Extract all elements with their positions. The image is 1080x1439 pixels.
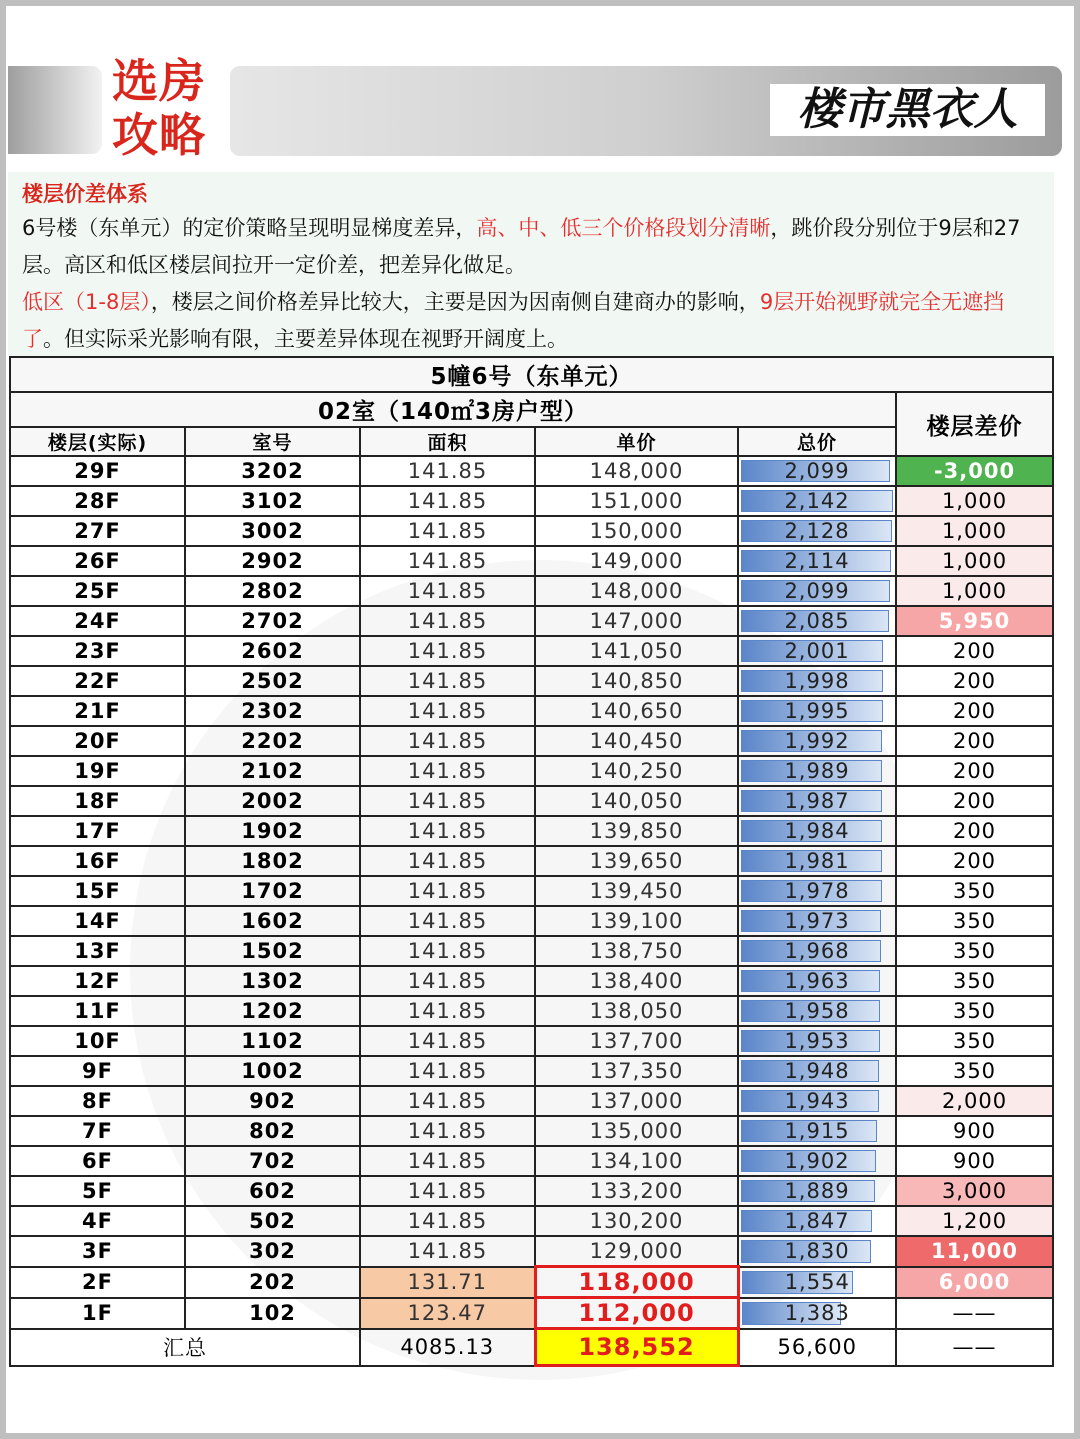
cell-floor: 16F	[10, 846, 185, 876]
cell-unit-price: 148,000	[535, 576, 738, 606]
cell-room: 2102	[185, 756, 360, 786]
cell-floor: 13F	[10, 936, 185, 966]
cell-total	[738, 456, 896, 486]
cell-floor-diff: 1,000	[896, 576, 1053, 606]
cell-total	[738, 1206, 896, 1236]
cell-floor: 9F	[10, 1056, 185, 1086]
total-value: 1,978	[784, 879, 850, 903]
cell-area: 141.85	[360, 906, 535, 936]
cell-floor-diff: 2,000	[896, 1086, 1053, 1116]
cell-unit-price: 139,850	[535, 816, 738, 846]
cell-area: 141.85	[360, 936, 535, 966]
col-header-area: 面积	[360, 427, 535, 456]
cell-unit-price: 137,000	[535, 1086, 738, 1116]
cell-room: 2702	[185, 606, 360, 636]
cell-floor: 25F	[10, 576, 185, 606]
cell-total	[738, 486, 896, 516]
cell-floor: 1F	[10, 1298, 185, 1329]
cell-unit-price: 140,650	[535, 696, 738, 726]
table-row	[10, 1056, 1053, 1086]
cell-floor-diff: 200	[896, 726, 1053, 756]
intro-p1-a: 6号楼（东单元）的定价策略呈现明显梯度差异，	[22, 216, 477, 240]
cell-room: 1802	[185, 846, 360, 876]
cell-unit-price: 140,050	[535, 786, 738, 816]
total-value: 1,902	[784, 1149, 850, 1173]
summary-area: 4085.13	[360, 1329, 535, 1366]
cell-area: 141.85	[360, 756, 535, 786]
total-value: 1,998	[784, 669, 850, 693]
intro-p2-highlight-2: 9层开始视野就完全无遮挡了	[22, 290, 1005, 351]
cell-floor-diff: 350	[896, 876, 1053, 906]
cell-floor: 21F	[10, 696, 185, 726]
table-row	[10, 1267, 1053, 1298]
cell-unit-price: 135,000	[535, 1116, 738, 1146]
table-building-row	[10, 357, 1053, 392]
header-title	[112, 54, 222, 162]
cell-unit-price: 140,850	[535, 666, 738, 696]
table-row	[10, 966, 1053, 996]
cell-total	[738, 936, 896, 966]
cell-room: 1002	[185, 1056, 360, 1086]
cell-total	[738, 1086, 896, 1116]
cell-area: 141.85	[360, 1086, 535, 1116]
cell-floor-diff: 1,000	[896, 516, 1053, 546]
total-value: 1,984	[784, 819, 850, 843]
total-value: 1,830	[784, 1239, 850, 1264]
table-row	[10, 666, 1053, 696]
cell-area: 141.85	[360, 1026, 535, 1056]
cell-total	[738, 1298, 896, 1329]
cell-unit-price: 151,000	[535, 486, 738, 516]
table-row	[10, 726, 1053, 756]
header-title-line1: 选房	[112, 54, 206, 108]
intro-p2-b: 。但实际采光影响有限，主要差异体现在视野开阔度上。	[43, 327, 568, 351]
intro-paragraph-2	[22, 284, 1042, 358]
cell-area: 141.85	[360, 636, 535, 666]
cell-unit-price: 150,000	[535, 516, 738, 546]
cell-room: 2902	[185, 546, 360, 576]
cell-unit-price: 140,450	[535, 726, 738, 756]
cell-unit-price: 112,000	[535, 1298, 738, 1329]
cell-area: 141.85	[360, 786, 535, 816]
cell-area: 141.85	[360, 846, 535, 876]
cell-total	[738, 576, 896, 606]
cell-unit-price: 133,200	[535, 1176, 738, 1206]
cell-floor: 4F	[10, 1206, 185, 1236]
cell-floor-diff: 1,000	[896, 486, 1053, 516]
cell-total	[738, 906, 896, 936]
cell-unit-price: 138,400	[535, 966, 738, 996]
cell-floor-diff: 900	[896, 1146, 1053, 1176]
col-header-total: 总价	[738, 427, 896, 456]
cell-floor: 15F	[10, 876, 185, 906]
cell-area: 141.85	[360, 966, 535, 996]
table-row	[10, 756, 1053, 786]
intro-p2-a: ，楼层之间价格差异比较大，主要是因为因南侧自建商办的影响，	[150, 290, 760, 314]
cell-area: 141.85	[360, 546, 535, 576]
cell-floor: 28F	[10, 486, 185, 516]
diff-header: 楼层差价	[896, 392, 1053, 456]
cell-unit-price: 139,100	[535, 906, 738, 936]
cell-area: 141.85	[360, 1146, 535, 1176]
col-header-room: 室号	[185, 427, 360, 456]
cell-unit-price: 137,700	[535, 1026, 738, 1056]
table-row	[10, 486, 1053, 516]
cell-area: 141.85	[360, 876, 535, 906]
cell-floor: 8F	[10, 1086, 185, 1116]
cell-room: 3202	[185, 456, 360, 486]
cell-area: 141.85	[360, 1116, 535, 1146]
header-title-line2: 攻略	[112, 108, 206, 162]
cell-unit-price: 147,000	[535, 606, 738, 636]
cell-floor-diff: 200	[896, 756, 1053, 786]
cell-total	[738, 696, 896, 726]
intro-p1-highlight: 高、中、低三个价格段划分清晰	[476, 216, 771, 240]
cell-total	[738, 876, 896, 906]
cell-unit-price: 141,050	[535, 636, 738, 666]
cell-room: 1602	[185, 906, 360, 936]
table-row	[10, 936, 1053, 966]
cell-floor: 29F	[10, 456, 185, 486]
cell-floor: 24F	[10, 606, 185, 636]
cell-floor: 6F	[10, 1146, 185, 1176]
cell-floor: 17F	[10, 816, 185, 846]
table-row	[10, 1026, 1053, 1056]
cell-area: 141.85	[360, 576, 535, 606]
cell-floor-diff: 350	[896, 906, 1053, 936]
cell-room: 1502	[185, 936, 360, 966]
table-row	[10, 876, 1053, 906]
table-row	[10, 516, 1053, 546]
cell-unit-price: 138,750	[535, 936, 738, 966]
cell-room: 302	[185, 1236, 360, 1267]
cell-total	[738, 996, 896, 1026]
total-value: 1,915	[784, 1119, 850, 1143]
cell-floor-diff: 900	[896, 1116, 1053, 1146]
cell-unit-price: 129,000	[535, 1236, 738, 1267]
cell-floor: 7F	[10, 1116, 185, 1146]
table-row	[10, 906, 1053, 936]
cell-floor-diff: 3,000	[896, 1176, 1053, 1206]
cell-floor: 20F	[10, 726, 185, 756]
cell-total	[738, 636, 896, 666]
total-value: 1,963	[784, 969, 850, 993]
total-value: 1,948	[784, 1059, 850, 1083]
cell-unit-price: 148,000	[535, 456, 738, 486]
cell-room: 2602	[185, 636, 360, 666]
cell-total	[738, 1116, 896, 1146]
cell-area: 141.85	[360, 696, 535, 726]
total-value: 2,085	[784, 609, 850, 633]
cell-floor-diff: 350	[896, 936, 1053, 966]
table-row	[10, 576, 1053, 606]
total-value: 1,943	[784, 1089, 850, 1113]
table-row	[10, 1176, 1053, 1206]
cell-area: 141.85	[360, 996, 535, 1026]
cell-floor-diff: 200	[896, 786, 1053, 816]
cell-unit-price: 137,350	[535, 1056, 738, 1086]
cell-floor-diff: 5,950	[896, 606, 1053, 636]
table-row	[10, 456, 1053, 486]
cell-floor-diff: 6,000	[896, 1267, 1053, 1298]
cell-floor-diff: 200	[896, 666, 1053, 696]
cell-room: 2202	[185, 726, 360, 756]
table-row	[10, 816, 1053, 846]
total-value: 1,981	[784, 849, 850, 873]
cell-unit-price: 139,650	[535, 846, 738, 876]
cell-floor: 11F	[10, 996, 185, 1026]
price-table	[9, 356, 1054, 1367]
cell-unit-price: 138,050	[535, 996, 738, 1026]
cell-area: 141.85	[360, 816, 535, 846]
cell-room: 1702	[185, 876, 360, 906]
table-row	[10, 786, 1053, 816]
summary-diff: ——	[896, 1329, 1053, 1366]
cell-unit-price: 139,450	[535, 876, 738, 906]
cell-floor: 14F	[10, 906, 185, 936]
total-value: 2,114	[784, 549, 850, 573]
table-row	[10, 996, 1053, 1026]
cell-total	[738, 1176, 896, 1206]
table-row	[10, 1236, 1053, 1267]
table-summary-row	[10, 1329, 1053, 1366]
cell-floor: 12F	[10, 966, 185, 996]
cell-floor-diff: 350	[896, 1056, 1053, 1086]
brand-label: 楼市黑衣人	[770, 84, 1045, 136]
cell-floor: 2F	[10, 1267, 185, 1298]
cell-floor: 23F	[10, 636, 185, 666]
cell-area: 141.85	[360, 1176, 535, 1206]
total-value: 1,995	[784, 699, 850, 723]
cell-floor: 18F	[10, 786, 185, 816]
table-row	[10, 546, 1053, 576]
cell-room: 502	[185, 1206, 360, 1236]
cell-total	[738, 1267, 896, 1298]
cell-floor-diff: 11,000	[896, 1236, 1053, 1267]
col-header-floor: 楼层(实际)	[10, 427, 185, 456]
total-value: 1,973	[784, 909, 850, 933]
table-unit-row	[10, 392, 1053, 427]
cell-unit-price: 149,000	[535, 546, 738, 576]
total-value: 1,958	[784, 999, 850, 1023]
total-value: 1,554	[784, 1270, 850, 1294]
cell-floor-diff: 200	[896, 696, 1053, 726]
cell-room: 3002	[185, 516, 360, 546]
cell-area: 141.85	[360, 516, 535, 546]
cell-area: 131.71	[360, 1267, 535, 1298]
table-row	[10, 1298, 1053, 1329]
total-value: 1,968	[784, 939, 850, 963]
cell-area: 123.47	[360, 1298, 535, 1329]
cell-total	[738, 966, 896, 996]
cell-room: 1102	[185, 1026, 360, 1056]
cell-floor: 5F	[10, 1176, 185, 1206]
cell-area: 141.85	[360, 1056, 535, 1086]
table-row	[10, 696, 1053, 726]
table-row	[10, 606, 1053, 636]
intro-heading: 楼层价差体系	[22, 182, 148, 206]
cell-unit-price: 140,250	[535, 756, 738, 786]
cell-total	[738, 786, 896, 816]
cell-room: 802	[185, 1116, 360, 1146]
cell-unit-price: 118,000	[535, 1267, 738, 1298]
total-value: 1,889	[784, 1179, 850, 1203]
cell-floor-diff: ——	[896, 1298, 1053, 1329]
total-value: 2,128	[784, 519, 850, 543]
total-value: 2,099	[784, 579, 850, 603]
cell-floor-diff: 200	[896, 846, 1053, 876]
cell-room: 1202	[185, 996, 360, 1026]
cell-total	[738, 1236, 896, 1267]
total-value: 1,992	[784, 729, 850, 753]
table-row	[10, 1086, 1053, 1116]
cell-room: 202	[185, 1267, 360, 1298]
table-row	[10, 1206, 1053, 1236]
cell-unit-price: 130,200	[535, 1206, 738, 1236]
table-row	[10, 846, 1053, 876]
cell-total	[738, 756, 896, 786]
cell-floor-diff: 350	[896, 1026, 1053, 1056]
cell-room: 2502	[185, 666, 360, 696]
summary-total: 56,600	[738, 1329, 896, 1366]
cell-total	[738, 666, 896, 696]
total-value: 1,989	[784, 759, 850, 783]
cell-room: 2802	[185, 576, 360, 606]
table-row	[10, 1116, 1053, 1146]
total-value: 1,953	[784, 1029, 850, 1053]
cell-room: 902	[185, 1086, 360, 1116]
cell-floor-diff: 1,200	[896, 1206, 1053, 1236]
cell-floor: 10F	[10, 1026, 185, 1056]
cell-floor: 3F	[10, 1236, 185, 1267]
intro-paragraph-1	[22, 210, 1042, 284]
cell-total	[738, 816, 896, 846]
cell-area: 141.85	[360, 486, 535, 516]
cell-room: 1302	[185, 966, 360, 996]
cell-area: 141.85	[360, 666, 535, 696]
cell-room: 1902	[185, 816, 360, 846]
cell-area: 141.85	[360, 1236, 535, 1267]
table-row	[10, 1146, 1053, 1176]
intro-panel	[8, 172, 1054, 356]
cell-room: 2002	[185, 786, 360, 816]
cell-area: 141.85	[360, 726, 535, 756]
cell-total	[738, 1146, 896, 1176]
cell-floor-diff: 200	[896, 816, 1053, 846]
cell-floor-diff: 350	[896, 996, 1053, 1026]
cell-room: 2302	[185, 696, 360, 726]
total-value: 2,099	[784, 459, 850, 483]
intro-p2-highlight-1: 低区（1-8层）	[22, 290, 151, 314]
cell-floor-diff: 350	[896, 966, 1053, 996]
table-row	[10, 636, 1053, 666]
cell-floor-diff: 200	[896, 636, 1053, 666]
total-value: 1,847	[784, 1209, 850, 1233]
summary-label: 汇总	[10, 1329, 360, 1366]
cell-area: 141.85	[360, 1206, 535, 1236]
cell-floor: 22F	[10, 666, 185, 696]
summary-unit-price: 138,552	[535, 1329, 738, 1366]
cell-area: 141.85	[360, 456, 535, 486]
total-value: 2,142	[784, 489, 850, 513]
cell-room: 102	[185, 1298, 360, 1329]
cell-room: 602	[185, 1176, 360, 1206]
cell-room: 702	[185, 1146, 360, 1176]
cell-total	[738, 846, 896, 876]
total-value: 2,001	[784, 639, 850, 663]
cell-total	[738, 1056, 896, 1086]
cell-floor: 19F	[10, 756, 185, 786]
col-header-unit-price: 单价	[535, 427, 738, 456]
unit-type-title: 02室（140㎡3房户型）	[10, 392, 896, 427]
building-title: 5幢6号（东单元）	[10, 357, 1053, 392]
intro-p1-b: ，跳价段分别位于9层和27层。高区和低区楼层间拉开一定价差，把差异化做足。	[22, 216, 1021, 277]
cell-total	[738, 726, 896, 756]
cell-total	[738, 606, 896, 636]
cell-area: 141.85	[360, 606, 535, 636]
total-value: 1,383	[784, 1301, 850, 1325]
cell-floor: 26F	[10, 546, 185, 576]
cell-floor: 27F	[10, 516, 185, 546]
cell-total	[738, 516, 896, 546]
cell-floor-diff: -3,000	[896, 456, 1053, 486]
cell-total	[738, 546, 896, 576]
cell-room: 3102	[185, 486, 360, 516]
cell-floor-diff: 1,000	[896, 546, 1053, 576]
cell-unit-price: 134,100	[535, 1146, 738, 1176]
total-value: 1,987	[784, 789, 850, 813]
cell-total	[738, 1026, 896, 1056]
header-left-tab	[8, 66, 102, 154]
